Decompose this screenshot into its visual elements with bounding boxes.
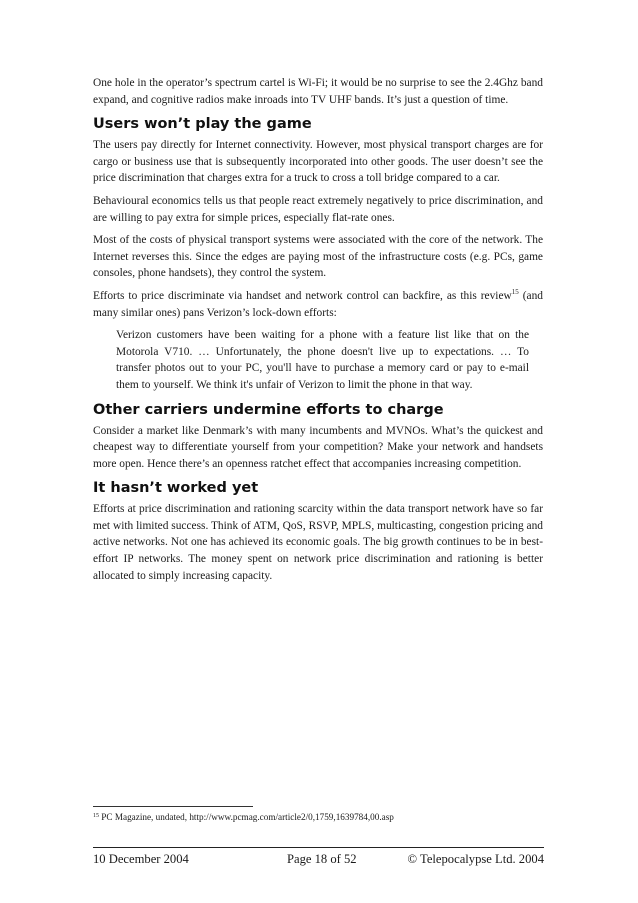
paragraph-denmark-market: Consider a market like Denmark’s with many incumbents and MVNOs. What’s the quickest and cheapest way to differentiate yourself from your competition? Make your network and handsets more open. Hence there’s an openness ratchet effect that accompanies increasing competition. bbox=[93, 424, 543, 470]
section-heading-not-worked: It hasn’t worked yet bbox=[93, 480, 259, 497]
footnote-reference: 15 bbox=[511, 287, 519, 296]
paragraph-price-discrimination-efforts: Efforts at price discrimination and rationing scarcity within the data transport network have so far met with limited success. Think of ATM, QoS, RSVP, MPLS, multicasting, congestion pricing and active networks. Not one has achieved its economic goals. The big growth continues to be in best-effort IP networks. The money spent on network price discrimination and rationing is better allocated to simply increasing capacity. bbox=[93, 503, 543, 582]
intro-paragraph: One hole in the operator’s spectrum cartel is Wi-Fi; it would be no surprise to see the 2.4Ghz band expand, and cognitive radios make inroads into TV UHF bands. It’s just a question of time. bbox=[93, 77, 543, 106]
footer-copyright: © Telepocalypse Ltd. 2004 bbox=[407, 852, 544, 866]
paragraph-text-before-ref: Efforts to price discriminate via handset and network control can backfire, as this review bbox=[93, 289, 512, 302]
footer-divider bbox=[93, 847, 544, 848]
section-heading-users: Users won’t play the game bbox=[93, 116, 312, 133]
footer-page-number: Page 18 of 52 bbox=[287, 852, 357, 866]
section-heading-other-carriers: Other carriers undermine efforts to charge bbox=[93, 401, 444, 418]
footer-date: 10 December 2004 bbox=[93, 852, 189, 866]
footnote-number: 15 bbox=[93, 813, 99, 819]
paragraph-behavioural-economics: Behavioural economics tells us that people react extremely negatively to price discrimination, and are willing to pay extra for simple prices, especially flat-rate ones. bbox=[93, 194, 543, 224]
paragraph-users-pay: The users pay directly for Internet connectivity. However, most physical transport charges are for cargo or business use that is subsequently incorporated into other goods. The user doesn’t see the price discrimination that charges extra for a truck to cross a toll bridge compared to a car. bbox=[93, 139, 543, 185]
block-quote-verizon-review: Verizon customers have been waiting for a phone with a feature list like that on the Motorola V710. … Unfortunately, the phone doesn't live up to expectations. … To transfer photos out to your PC, you'll have to purchase a memory card or pay to e-mail them to yourself. We think it's unfair of Verizon to limit the phone in that way. bbox=[116, 329, 529, 391]
footnote-divider bbox=[93, 806, 253, 807]
paragraph-price-discriminate-backfire bbox=[93, 288, 543, 321]
paragraph-text-after-ref: (and many similar ones) pans Verizon’s lock-down efforts: bbox=[93, 289, 543, 319]
paragraph-physical-transport-costs: Most of the costs of physical transport systems were associated with the core of the network. The Internet reverses this. Since the edges are paying most of the infrastructure costs (e.g. PCs, game consoles, phone handsets), they control the system. bbox=[93, 234, 543, 280]
page-content bbox=[93, 75, 543, 590]
footnote bbox=[93, 811, 543, 823]
footnote-text: PC Magazine, undated, http://www.pcmag.com/article2/0,1759,1639784,00.asp bbox=[99, 812, 394, 822]
